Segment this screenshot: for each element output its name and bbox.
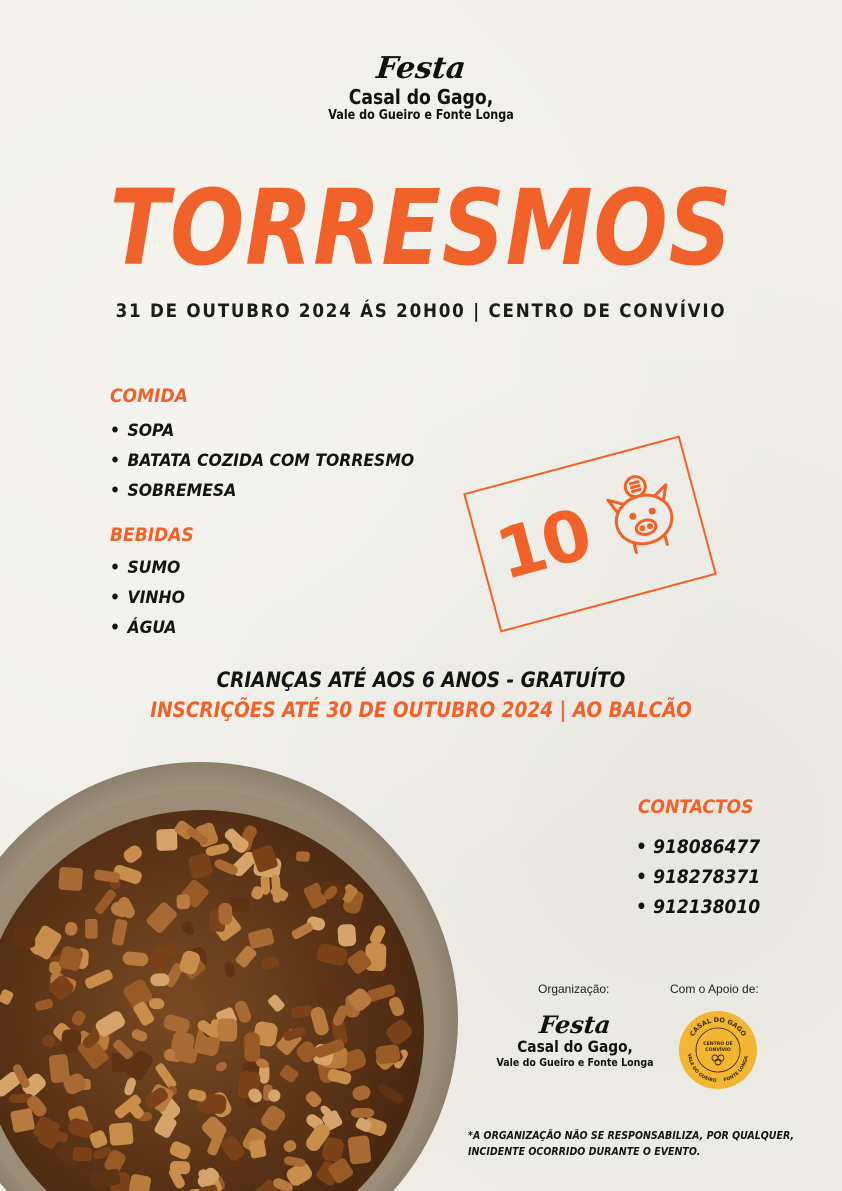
festa-logo bbox=[0, 52, 842, 124]
phone-number: 912138010 bbox=[653, 896, 761, 918]
list-item-label: ÁGUA bbox=[127, 618, 177, 638]
list-item: • SOPA bbox=[110, 421, 175, 441]
logo-casal-text: Casal do Gago, bbox=[517, 1037, 633, 1056]
contact-phone: • 918278371 bbox=[636, 866, 761, 888]
apoio-label: Com o Apoio de: bbox=[670, 982, 759, 996]
list-item: • VINHO bbox=[110, 588, 185, 608]
disclaimer-line: *A ORGANIZAÇÃO NÃO SE RESPONSABILIZA, POR QUALQUER, bbox=[468, 1129, 795, 1142]
list-item-label: SOBREMESA bbox=[127, 481, 237, 501]
torresmo-piece bbox=[347, 1135, 371, 1165]
price-ticket bbox=[463, 435, 717, 632]
contact-phone: • 918086477 bbox=[636, 836, 761, 858]
torresmos-bowl-image bbox=[0, 760, 460, 1191]
registration-note: INSCRIÇÕES ATÉ 30 DE OUTUBRO 2024 | AO BALCÃO bbox=[150, 698, 692, 722]
logo-casal-text: Casal do Gago, bbox=[348, 85, 494, 109]
list-item: • ÁGUA bbox=[110, 618, 177, 638]
price-value: 10 bbox=[488, 493, 598, 597]
torresmo-piece bbox=[170, 1161, 190, 1174]
logo-festa-text: Festa bbox=[374, 51, 468, 86]
logo-festa-text: Festa bbox=[537, 1010, 613, 1039]
list-item-label: BATATA COZIDA COM TORRESMO bbox=[127, 451, 415, 471]
torresmo-piece bbox=[85, 919, 98, 939]
torresmo-piece bbox=[375, 1044, 401, 1065]
comida-list bbox=[110, 416, 441, 506]
svg-text:CENTRO DE: CENTRO DE bbox=[703, 1042, 733, 1047]
phone-number: 918086477 bbox=[653, 836, 761, 858]
disclaimer bbox=[468, 1128, 795, 1160]
svg-text:VALE DO GUEIRO: VALE DO GUEIRO bbox=[686, 1053, 717, 1085]
svg-text:CONVÍVIO: CONVÍVIO bbox=[705, 1048, 731, 1053]
organizer-logo bbox=[450, 1012, 700, 1070]
torresmo-piece bbox=[58, 867, 83, 891]
logo-vale-text: Vale do Gueiro e Fonte Longa bbox=[496, 1056, 654, 1069]
centro-convivio-seal bbox=[678, 1010, 758, 1090]
torresmo-piece bbox=[10, 1108, 35, 1133]
phone-number: 918278371 bbox=[653, 866, 761, 888]
event-title: TORRESMOS bbox=[109, 167, 733, 289]
bebidas-heading: BEBIDAS bbox=[110, 524, 194, 546]
event-subtitle: 31 DE OUTUBRO 2024 ÁS 20H00 | CENTRO DE CONVÍVIO bbox=[115, 300, 727, 322]
torresmo-piece bbox=[150, 973, 170, 986]
contacts-list bbox=[636, 832, 774, 922]
torresmo-piece bbox=[14, 926, 36, 949]
torresmo-piece bbox=[176, 894, 190, 909]
torresmo-piece bbox=[296, 851, 310, 862]
torresmo-piece bbox=[351, 1108, 374, 1118]
list-item-label: SUMO bbox=[127, 558, 181, 578]
torresmo-piece bbox=[230, 897, 250, 913]
list-item: • SOBREMESA bbox=[110, 481, 237, 501]
comida-heading: COMIDA bbox=[110, 385, 188, 407]
organizacao-label: Organização: bbox=[538, 982, 610, 996]
list-item-label: SOPA bbox=[127, 421, 175, 441]
contacts-heading: CONTACTOS bbox=[638, 796, 754, 818]
torresmo-piece bbox=[218, 1018, 238, 1041]
list-item: • SUMO bbox=[110, 558, 181, 578]
bebidas-list bbox=[110, 553, 191, 643]
piggy-bank-icon bbox=[595, 463, 693, 569]
torresmo-piece bbox=[156, 829, 177, 851]
contact-phone: • 912138010 bbox=[636, 896, 761, 918]
svg-text:CASAL DO GAGO: CASAL DO GAGO bbox=[688, 1015, 748, 1038]
torresmo-piece bbox=[244, 1032, 260, 1061]
torresmo-piece bbox=[317, 984, 337, 1006]
list-item: • BATATA COZIDA COM TORRESMO bbox=[110, 451, 415, 471]
svg-text:FONTE LONGA: FONTE LONGA bbox=[723, 1055, 750, 1084]
torresmo-piece bbox=[73, 1147, 92, 1162]
disclaimer-line: INCIDENTE OCORRIDO DURANTE O EVENTO. bbox=[468, 1145, 701, 1158]
torresmo-piece bbox=[249, 1139, 267, 1159]
logo-vale-text: Vale do Gueiro e Fonte Longa bbox=[328, 108, 514, 123]
children-note: CRIANÇAS ATÉ AOS 6 ANOS - GRATUÍTO bbox=[216, 668, 626, 692]
torresmo-piece bbox=[218, 903, 232, 925]
list-item-label: VINHO bbox=[127, 588, 185, 608]
torresmo-piece bbox=[337, 924, 356, 947]
torresmo-piece bbox=[109, 1122, 134, 1146]
